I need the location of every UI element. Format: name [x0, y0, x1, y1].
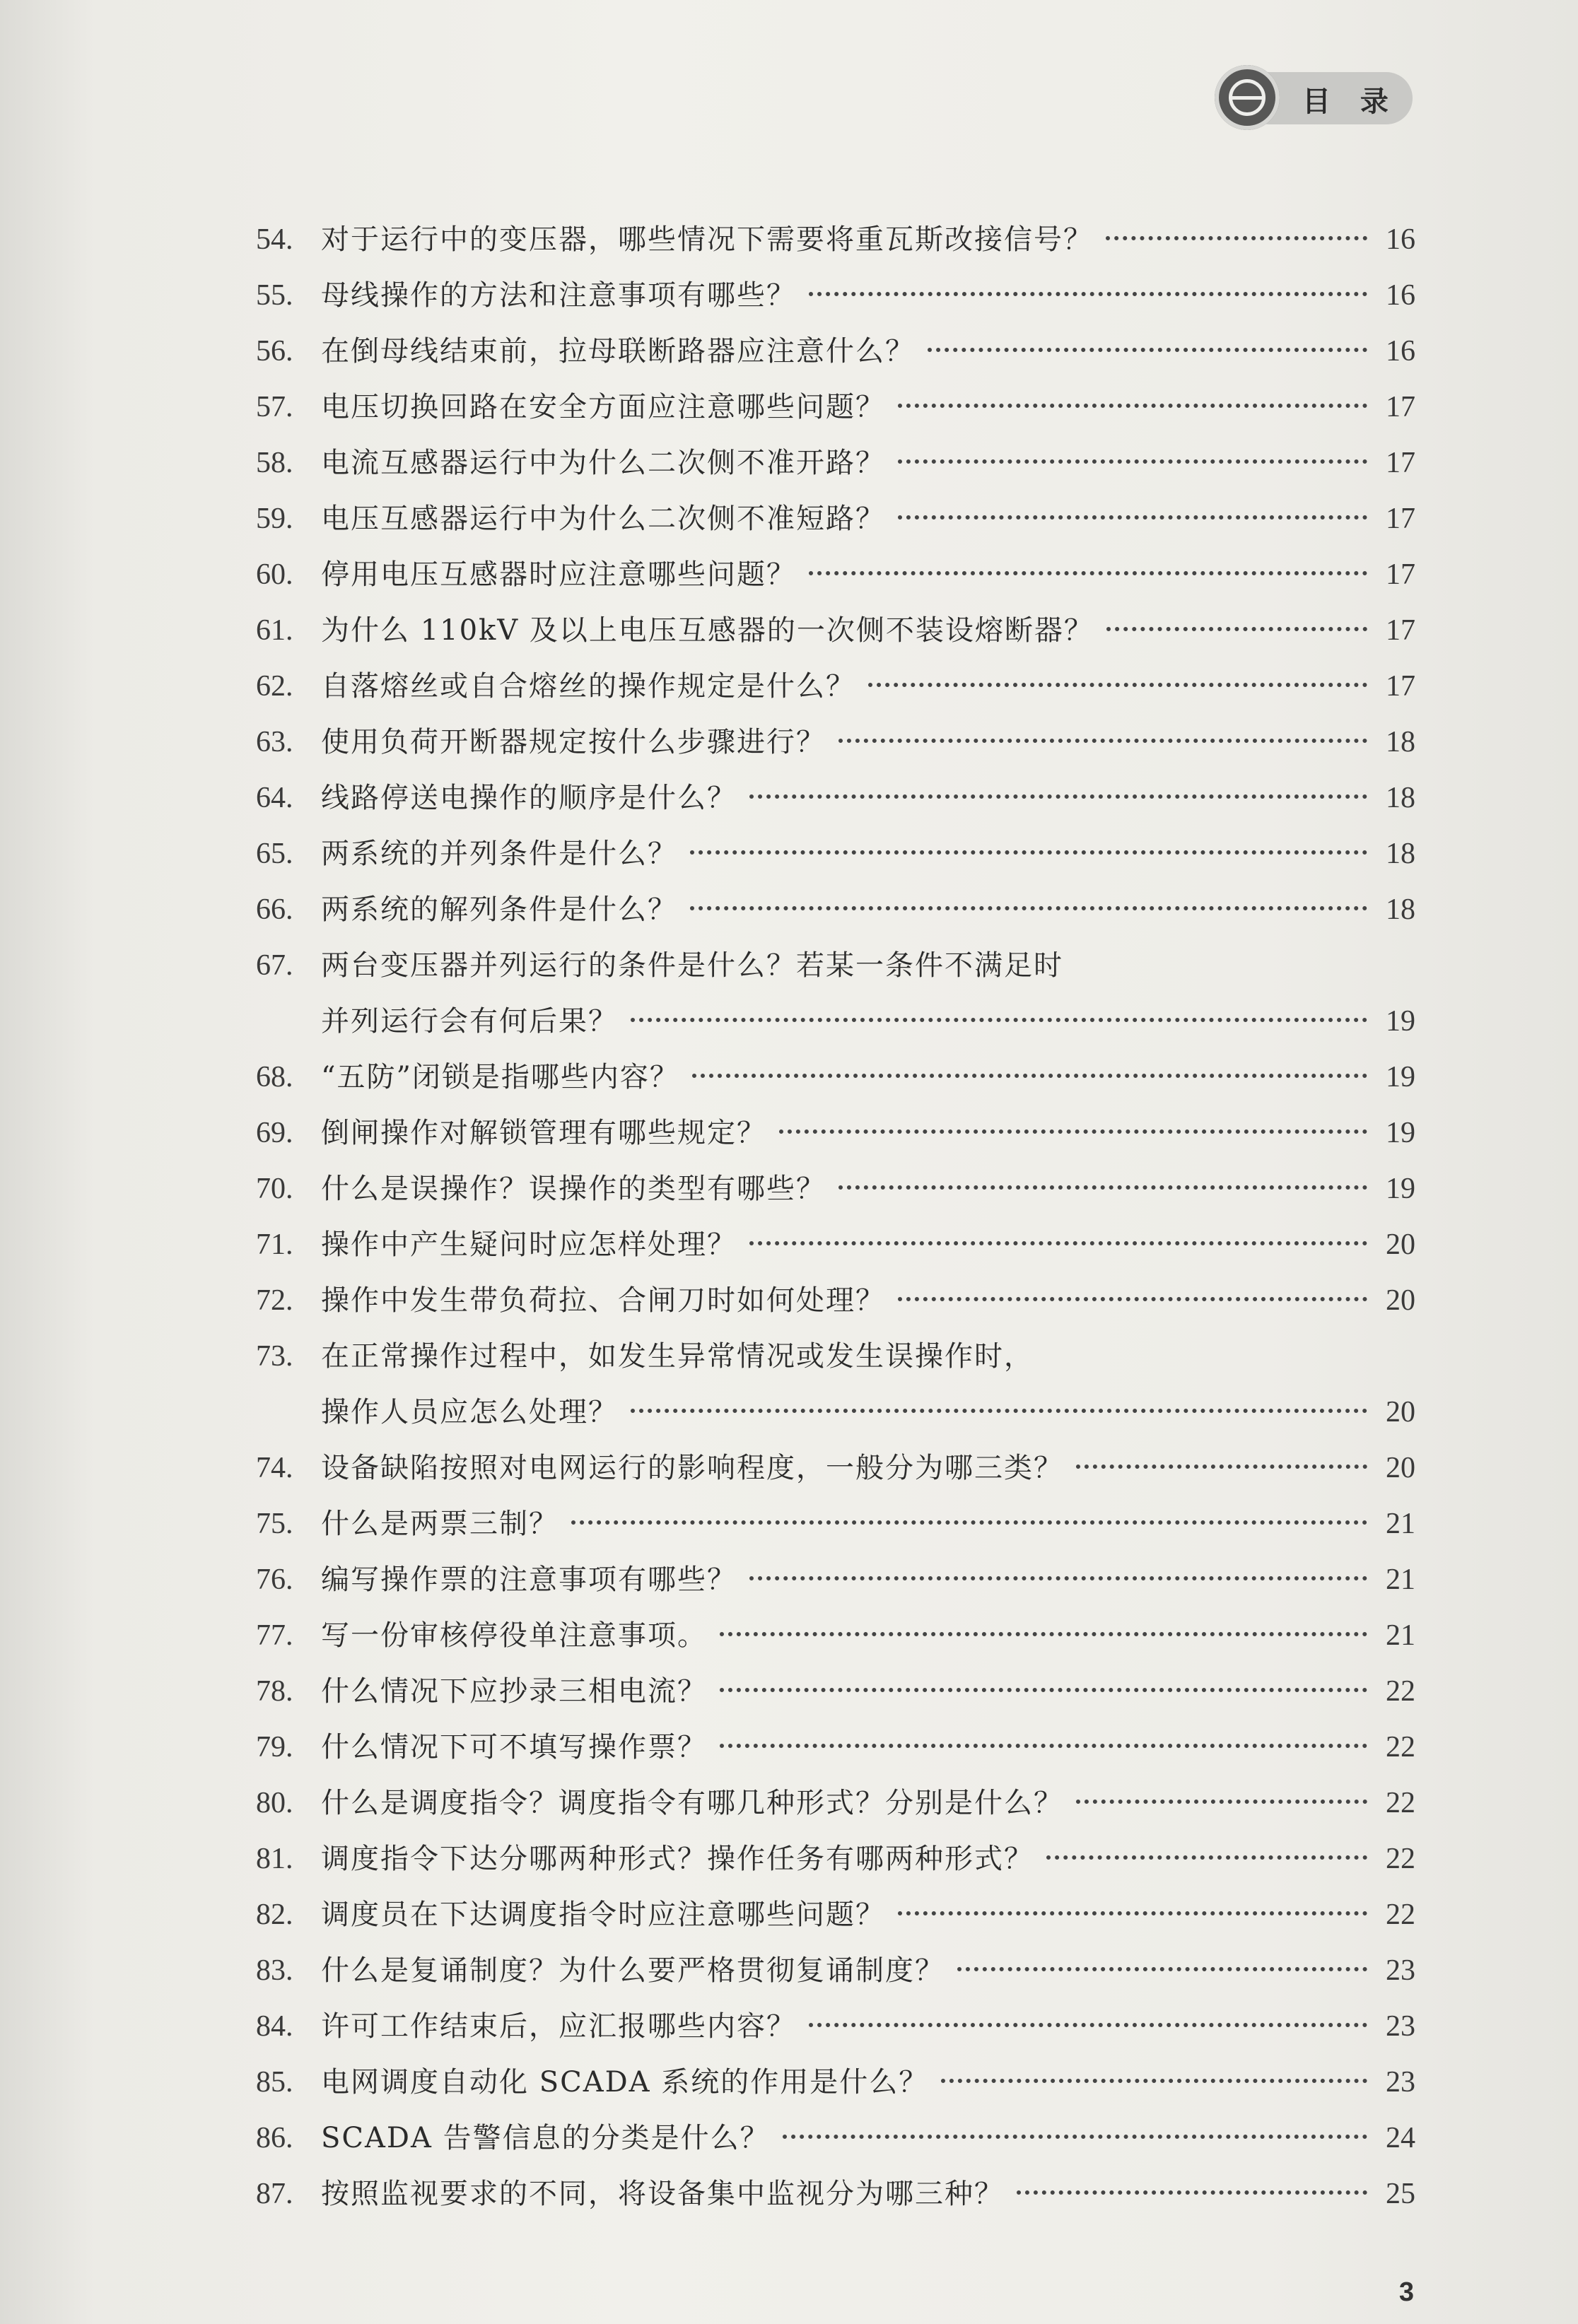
toc-entry-number: 87. — [256, 2178, 293, 2210]
toc-entry-number: 56. — [256, 335, 293, 368]
toc-entry-page: 18 — [1386, 838, 1415, 870]
toc-entry-title: 许可工作结束后，应汇报哪些内容？ — [321, 2010, 796, 2043]
toc-entry-title: 什么是误操作？误操作的类型有哪些？ — [321, 1173, 826, 1205]
toc-entry[interactable] — [256, 1273, 1415, 1329]
toc-entry-number: 58. — [256, 447, 293, 479]
toc-entry-page: 22 — [1386, 1731, 1415, 1763]
toc-entry-page: 16 — [1386, 335, 1415, 368]
toc-entry-page: 22 — [1386, 1898, 1415, 1931]
toc-entry-number: 64. — [256, 782, 293, 814]
toc-entry[interactable] — [256, 938, 1415, 994]
toc-entry-title: 两系统的解列条件是什么？ — [321, 893, 677, 926]
toc-entry[interactable] — [256, 268, 1415, 324]
dot-leader — [631, 1409, 1367, 1413]
toc-entry[interactable] — [256, 1161, 1415, 1217]
dot-leader — [898, 459, 1367, 464]
toc-entry-number: 80. — [256, 1787, 293, 1819]
toc-entry-number: 77. — [256, 1619, 293, 1652]
toc-entry-number: 54. — [256, 223, 293, 256]
toc-entry-page: 23 — [1386, 2066, 1415, 2099]
toc-entry-page: 22 — [1386, 1843, 1415, 1875]
toc-entry-page: 19 — [1386, 1173, 1415, 1205]
toc-entry[interactable] — [256, 1664, 1415, 1720]
toc-entry[interactable] — [256, 603, 1415, 659]
toc-entry-continuation[interactable] — [256, 994, 1415, 1050]
toc-entry-title: 在倒母线结束前，拉母联断路器应注意什么？ — [321, 335, 915, 368]
toc-entry-number: 70. — [256, 1173, 293, 1205]
toc-entry[interactable] — [256, 1608, 1415, 1664]
toc-entry-title: “五防”闭锁是指哪些内容？ — [321, 1061, 679, 1093]
dot-leader — [1076, 1465, 1367, 1469]
toc-entry-number: 76. — [256, 1563, 293, 1596]
toc-entry-title: 使用负荷开断器规定按什么步骤进行？ — [321, 726, 826, 758]
toc-entry-number: 73. — [256, 1340, 293, 1373]
toc-entry[interactable] — [256, 715, 1415, 770]
toc-entry-title: 调度员在下达调度指令时应注意哪些问题？ — [321, 1898, 885, 1931]
toc-entry-page: 17 — [1386, 503, 1415, 535]
toc-entry-number: 78. — [256, 1675, 293, 1708]
toc-entry-title: 操作中产生疑问时应怎样处理？ — [321, 1228, 737, 1261]
toc-entry-page: 25 — [1386, 2178, 1415, 2210]
toc-entry-page: 17 — [1386, 670, 1415, 703]
dot-leader — [720, 1688, 1367, 1692]
toc-entry[interactable] — [256, 1050, 1415, 1105]
toc-entry-continuation[interactable] — [256, 1385, 1415, 1440]
toc-entry-title: 什么是两票三制？ — [321, 1508, 559, 1540]
dot-leader — [1106, 627, 1367, 631]
dot-leader — [809, 2023, 1367, 2027]
toc-entry-page: 20 — [1386, 1452, 1415, 1484]
dot-leader — [957, 1967, 1367, 1971]
section-title: 目 录 — [1302, 86, 1398, 118]
dot-leader — [749, 1576, 1367, 1580]
toc-entry-page: 20 — [1386, 1396, 1415, 1428]
toc-entry[interactable] — [256, 1329, 1415, 1385]
toc-entry[interactable] — [256, 435, 1415, 491]
toc-entry-title: 什么是复诵制度？为什么要严格贯彻复诵制度？ — [321, 1954, 945, 1987]
toc-entry[interactable] — [256, 2055, 1415, 2111]
dot-leader — [838, 739, 1367, 743]
toc-entry-page: 20 — [1386, 1228, 1415, 1261]
section-badge — [1215, 65, 1414, 130]
toc-entry[interactable] — [256, 1999, 1415, 2055]
toc-entry-number: 61. — [256, 614, 293, 647]
toc-entry[interactable] — [256, 826, 1415, 882]
dot-leader — [1076, 1800, 1367, 1804]
toc-entry-number: 85. — [256, 2066, 293, 2099]
dot-leader — [1017, 2190, 1367, 2195]
dot-leader — [898, 1911, 1367, 1915]
dot-leader — [631, 1018, 1367, 1022]
dot-leader — [898, 404, 1367, 408]
toc-entry[interactable] — [256, 1552, 1415, 1608]
toc-entry-page: 23 — [1386, 1954, 1415, 1987]
toc-entry-title: SCADA 告警信息的分类是什么？ — [321, 2122, 770, 2154]
toc-entry-page: 16 — [1386, 279, 1415, 312]
toc-entry[interactable] — [256, 491, 1415, 547]
toc-entry-number: 86. — [256, 2122, 293, 2154]
toc-entry-title-line2: 操作人员应怎么处理？ — [321, 1396, 618, 1428]
dot-leader — [898, 515, 1367, 520]
toc-entry-number: 68. — [256, 1061, 293, 1093]
dot-leader — [692, 1074, 1367, 1078]
dot-leader — [809, 292, 1367, 296]
toc-entry[interactable] — [256, 1217, 1415, 1273]
toc-entry-number: 69. — [256, 1117, 293, 1149]
toc-entry[interactable] — [256, 770, 1415, 826]
dot-leader — [690, 906, 1367, 910]
badge-emblem-icon — [1215, 65, 1280, 130]
toc-entry[interactable] — [256, 659, 1415, 715]
dot-leader — [928, 348, 1367, 352]
dot-leader — [749, 1241, 1367, 1245]
toc-entry-title: 按照监视要求的不同，将设备集中监视分为哪三种？ — [321, 2178, 1004, 2210]
toc-entry[interactable] — [256, 1831, 1415, 1887]
toc-entry-page: 16 — [1386, 223, 1415, 256]
toc-entry-title: 写一份审核停役单注意事项。 — [321, 1619, 707, 1652]
toc-entry[interactable] — [256, 1440, 1415, 1496]
toc-entry[interactable] — [256, 547, 1415, 603]
toc-entry-title: 倒闸操作对解锁管理有哪些规定？ — [321, 1117, 766, 1149]
toc-entry-number: 57. — [256, 391, 293, 423]
toc-entry[interactable] — [256, 380, 1415, 435]
toc-entry-number: 59. — [256, 503, 293, 535]
toc-entry-page: 17 — [1386, 558, 1415, 591]
toc-entry[interactable] — [256, 2166, 1415, 2222]
toc-entry-title: 线路停送电操作的顺序是什么？ — [321, 782, 737, 814]
toc-entry-page: 22 — [1386, 1675, 1415, 1708]
toc-entry-title: 什么是调度指令？调度指令有哪几种形式？分别是什么？ — [321, 1787, 1063, 1819]
toc-entry-title: 对于运行中的变压器，哪些情况下需要将重瓦斯改接信号？ — [321, 223, 1093, 256]
toc-entry-title: 为什么 110kV 及以上电压互感器的一次侧不装设熔断器？ — [321, 614, 1094, 647]
toc-entry-number: 55. — [256, 279, 293, 312]
dot-leader — [783, 2135, 1367, 2139]
toc-entry-number: 60. — [256, 558, 293, 591]
toc-entry-title: 两台变压器并列运行的条件是什么？若某一条件不满足时 — [321, 949, 1063, 982]
dot-leader — [868, 683, 1367, 687]
dot-leader — [1106, 236, 1367, 240]
table-of-contents — [256, 212, 1415, 2222]
toc-entry-title: 设备缺陷按照对电网运行的影响程度，一般分为哪三类？ — [321, 1452, 1063, 1484]
toc-entry-title: 电压互感器运行中为什么二次侧不准短路？ — [321, 503, 885, 535]
toc-entry-title: 电压切换回路在安全方面应注意哪些问题？ — [321, 391, 885, 423]
dot-leader — [809, 571, 1367, 575]
dot-leader — [779, 1129, 1367, 1134]
toc-entry-title: 操作中发生带负荷拉、合闸刀时如何处理？ — [321, 1284, 885, 1317]
toc-entry-page: 19 — [1386, 1117, 1415, 1149]
toc-entry-title: 电网调度自动化 SCADA 系统的作用是什么？ — [321, 2066, 929, 2099]
toc-entry-number: 75. — [256, 1508, 293, 1540]
toc-entry[interactable] — [256, 1496, 1415, 1552]
toc-entry-number: 66. — [256, 893, 293, 926]
dot-leader — [571, 1520, 1367, 1525]
dot-leader — [720, 1632, 1367, 1636]
toc-entry-page: 18 — [1386, 893, 1415, 926]
toc-entry-title-line2: 并列运行会有何后果？ — [321, 1005, 618, 1038]
toc-entry[interactable] — [256, 324, 1415, 380]
toc-entry[interactable] — [256, 2111, 1415, 2166]
toc-entry-page: 21 — [1386, 1508, 1415, 1540]
toc-entry[interactable] — [256, 1720, 1415, 1776]
toc-entry-title: 母线操作的方法和注意事项有哪些？ — [321, 279, 796, 312]
toc-entry-page: 18 — [1386, 726, 1415, 758]
toc-entry-number: 71. — [256, 1228, 293, 1261]
toc-entry-title: 自落熔丝或自合熔丝的操作规定是什么？ — [321, 670, 855, 703]
toc-entry[interactable] — [256, 1105, 1415, 1161]
toc-entry-number: 67. — [256, 949, 293, 982]
dot-leader — [1046, 1855, 1367, 1860]
toc-entry-number: 63. — [256, 726, 293, 758]
toc-entry[interactable] — [256, 1776, 1415, 1831]
toc-entry-page: 24 — [1386, 2122, 1415, 2154]
toc-entry-number: 84. — [256, 2010, 293, 2043]
toc-entry[interactable] — [256, 1943, 1415, 1999]
toc-entry-page: 23 — [1386, 2010, 1415, 2043]
toc-entry-page: 17 — [1386, 447, 1415, 479]
toc-entry-page: 17 — [1386, 614, 1415, 647]
toc-entry-page: 18 — [1386, 782, 1415, 814]
dot-leader — [941, 2079, 1367, 2083]
toc-entry-title: 停用电压互感器时应注意哪些问题？ — [321, 558, 796, 591]
toc-entry-number: 83. — [256, 1954, 293, 1987]
toc-entry-page: 17 — [1386, 391, 1415, 423]
toc-entry-page: 20 — [1386, 1284, 1415, 1317]
toc-entry-page: 21 — [1386, 1563, 1415, 1596]
toc-entry-number: 81. — [256, 1843, 293, 1875]
toc-entry[interactable] — [256, 882, 1415, 938]
dot-leader — [838, 1185, 1367, 1190]
toc-entry-title: 电流互感器运行中为什么二次侧不准开路？ — [321, 447, 885, 479]
toc-entry-page: 19 — [1386, 1005, 1415, 1038]
dot-leader — [749, 794, 1367, 799]
toc-entry-number: 65. — [256, 838, 293, 870]
toc-entry-number: 62. — [256, 670, 293, 703]
toc-entry-title: 两系统的并列条件是什么？ — [321, 838, 677, 870]
toc-entry-title: 调度指令下达分哪两种形式？操作任务有哪两种形式？ — [321, 1843, 1034, 1875]
toc-entry-title: 在正常操作过程中，如发生异常情况或发生误操作时， — [321, 1340, 1034, 1373]
page-number: 3 — [1398, 2277, 1414, 2307]
toc-entry-number: 79. — [256, 1731, 293, 1763]
toc-entry-title: 什么情况下应抄录三相电流？ — [321, 1675, 707, 1708]
dot-leader — [690, 850, 1367, 855]
toc-entry-page: 21 — [1386, 1619, 1415, 1652]
toc-entry-title: 编写操作票的注意事项有哪些？ — [321, 1563, 737, 1596]
toc-entry-page: 22 — [1386, 1787, 1415, 1819]
dot-leader — [720, 1744, 1367, 1748]
toc-entry-number: 74. — [256, 1452, 293, 1484]
toc-entry-number: 72. — [256, 1284, 293, 1317]
toc-entry-page: 19 — [1386, 1061, 1415, 1093]
toc-entry-title: 什么情况下可不填写操作票？ — [321, 1731, 707, 1763]
toc-entry[interactable] — [256, 1887, 1415, 1943]
toc-entry-number: 82. — [256, 1898, 293, 1931]
dot-leader — [898, 1297, 1367, 1301]
toc-entry[interactable] — [256, 212, 1415, 268]
